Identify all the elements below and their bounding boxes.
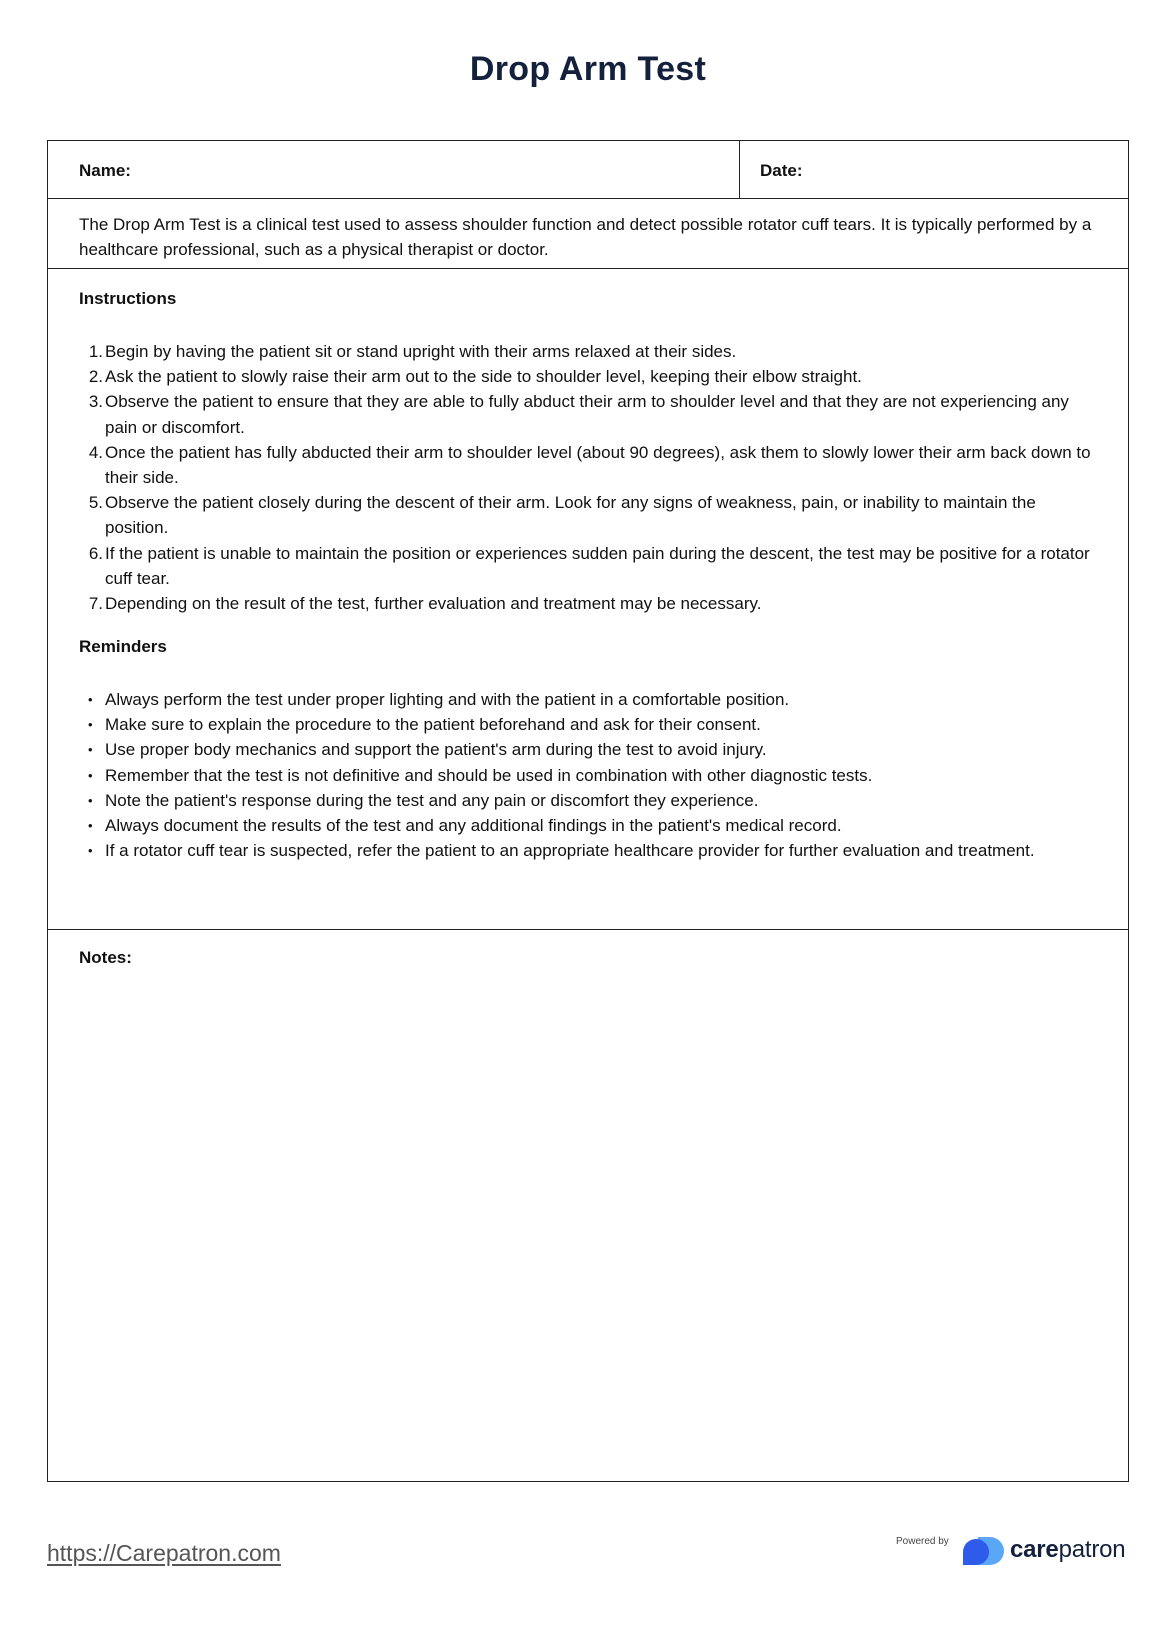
carepatron-link[interactable]: https://Carepatron.com: [47, 1540, 281, 1566]
bullet-icon: •: [88, 717, 93, 733]
instruction-text: Begin by having the patient sit or stand upright with their arms relaxed at their sides.: [105, 342, 737, 361]
reminder-item: [88, 788, 1098, 813]
instruction-number: 2.: [88, 367, 103, 387]
instructions-reminders-section: [48, 269, 1128, 930]
bullet-icon: •: [88, 818, 93, 834]
instruction-number: 1.: [88, 342, 103, 361]
reminder-item: [88, 838, 1098, 863]
bullet-icon: •: [88, 742, 93, 758]
date-label: Date:: [760, 161, 803, 180]
reminders-list: [88, 687, 1098, 863]
reminder-item: [88, 687, 1098, 712]
reminder-item: [88, 813, 1098, 838]
instruction-text: Observe the patient closely during the descent of their arm. Look for any signs of weakness, pain, or inability to maintain the position.: [105, 493, 1036, 538]
instruction-item: [88, 541, 1098, 591]
instruction-item: [88, 364, 1098, 389]
instructions-heading: Instructions: [79, 289, 177, 308]
bullet-icon: •: [88, 692, 93, 707]
reminder-text: If a rotator cuff tear is suspected, refer the patient to an appropriate healthcare provider for further evaluation and treatment.: [105, 841, 1035, 861]
brand-bold: care: [1010, 1536, 1059, 1563]
brand-rest: patron: [1058, 1536, 1126, 1563]
carepatron-brand[interactable]: [896, 1530, 1130, 1570]
reminder-text: Make sure to explain the procedure to the patient beforehand and ask for their consent.: [105, 715, 761, 735]
instruction-item: [88, 591, 1098, 616]
instruction-item: [88, 389, 1098, 439]
reminder-text: Always perform the test under proper lighting and with the patient in a comfortable position.: [105, 690, 790, 709]
instruction-number: 4.: [88, 442, 103, 462]
instruction-text: Once the patient has fully abducted their arm to shoulder level (about 90 degrees), ask them to slowly lower their arm back down to their side.: [105, 442, 1091, 488]
reminder-item: [88, 737, 1098, 762]
instruction-number: 5.: [88, 493, 103, 513]
name-field[interactable]: [48, 141, 740, 198]
instruction-text: Observe the patient to ensure that they are able to fully abduct their arm to shoulder level and that they are not experiencing any pain or discomfort.: [105, 392, 1069, 437]
reminder-text: Remember that the test is not definitive and should be used in combination with other diagnostic tests.: [105, 765, 873, 785]
instruction-item: [88, 440, 1098, 490]
reminder-text: Note the patient's response during the test and any pain or discomfort they experience.: [105, 790, 759, 810]
reminder-text: Always document the results of the test and any additional findings in the patient's medical record.: [105, 816, 842, 836]
instructions-list: [88, 339, 1098, 616]
carepatron-wordmark: [1010, 1536, 1125, 1564]
instruction-item: [88, 339, 1098, 364]
description: The Drop Arm Test is a clinical test used to assess shoulder function and detect possible rotator cuff tears. It is typically performed by a healthcare professional, such as a physical therapist or doctor.: [48, 199, 1128, 269]
page-title: Drop Arm Test: [469, 50, 707, 88]
instruction-item: [88, 490, 1098, 540]
reminder-text: Use proper body mechanics and support the patient's arm during the test to avoid injury.: [105, 740, 767, 760]
name-date-row: [48, 141, 1128, 199]
instruction-number: 6.: [88, 543, 103, 563]
powered-by-label: Powered by: [896, 1536, 949, 1547]
notes-label: Notes:: [79, 948, 132, 967]
name-label: Name:: [79, 161, 131, 180]
bullet-icon: •: [88, 843, 93, 859]
reminder-item: [88, 763, 1098, 788]
instruction-text: Ask the patient to slowly raise their arm out to the side to shoulder level, keeping their elbow straight.: [105, 367, 862, 387]
instruction-number: 7.: [88, 594, 103, 614]
instruction-text: Depending on the result of the test, further evaluation and treatment may be necessary.: [105, 594, 762, 614]
instruction-text: If the patient is unable to maintain the position or experiences sudden pain during the descent, the test may be positive for a rotator cuff tear.: [105, 543, 1090, 588]
bullet-icon: •: [88, 767, 93, 783]
bullet-icon: •: [88, 792, 93, 808]
date-field[interactable]: [740, 141, 1128, 198]
form-table: [47, 140, 1129, 1482]
notes-field[interactable]: [48, 930, 1128, 1481]
reminders-heading: Reminders: [79, 637, 167, 656]
carepatron-logo-icon: [960, 1534, 1008, 1568]
reminder-item: [88, 712, 1098, 737]
instruction-number: 3.: [88, 392, 103, 412]
